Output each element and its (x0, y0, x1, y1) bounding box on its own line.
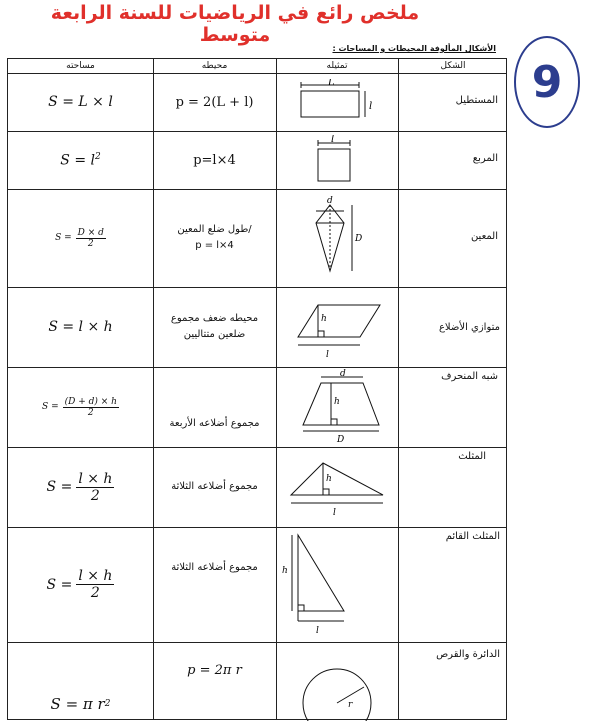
shape-name-trapezoid: شبه المنحرف (441, 371, 498, 382)
rhombus-figure (298, 193, 378, 283)
trapezoid-figure (293, 369, 388, 445)
perimeter-parallelogram-line1: محيطه ضعف مجموع (170, 313, 259, 324)
area-rectangle: S = L × l (48, 94, 113, 110)
circle-figure (292, 659, 382, 721)
parallelogram-figure (288, 295, 388, 361)
perimeter-triangle: مجموع أضلاعه الثلاثة (171, 481, 258, 492)
shapes-table (7, 58, 507, 720)
shape-name-rectangle: المستطيل (455, 95, 498, 106)
shape-name-square: المربع (472, 153, 498, 164)
shape-name-triangle: المثلث (458, 451, 486, 462)
label-h-triangle: h (326, 474, 332, 484)
shape-name-right-triangle: المثلث القائم (445, 531, 500, 542)
area-right-triangle: S = $\frac{l \times h}{2}$ (46, 568, 113, 601)
label-l-square: l (331, 135, 335, 145)
area-circle: S = π r 2 (50, 695, 111, 713)
label-h-trapezoid: h (334, 397, 340, 407)
square-figure (308, 135, 368, 185)
header-perimeter: محيطه (201, 61, 228, 71)
lesson-number: 9 (531, 56, 563, 108)
area-parallelogram: S = l × h (48, 319, 113, 335)
area-square: $S = l^2$ (60, 151, 101, 169)
lesson-number-badge (514, 36, 580, 128)
label-h-right-triangle: h (282, 566, 288, 576)
label-l-parallelogram: l (326, 350, 329, 360)
header-figure: تمثيله (326, 61, 348, 71)
shape-name-rhombus: المعين (470, 231, 498, 242)
perimeter-trapezoid: مجموع أضلاعه الأربعة (169, 418, 260, 429)
label-l-triangle: l (333, 508, 336, 518)
triangle-figure (283, 453, 393, 519)
perimeter-rhombus: p = l×4 (195, 240, 234, 251)
label-h-parallelogram: h (321, 314, 327, 324)
area-trapezoid: S = $\frac{(D + d) \times h}{2}$ (42, 396, 117, 418)
perimeter-rhombus-desc: /طول ضلع المعين (177, 224, 252, 235)
page-title: ملخص رائع في الرياضيات للسنة الرابعة متوسط (50, 2, 420, 46)
label-r: r (348, 700, 353, 710)
label-l: l (369, 101, 373, 112)
label-l-right-triangle: l (316, 626, 319, 636)
right-triangle-figure (280, 529, 380, 639)
rectangle-figure (293, 79, 383, 127)
perimeter-rectangle: p = 2(L + l) (175, 94, 254, 110)
label-D: D (355, 234, 363, 244)
header-shape: الشكل (440, 61, 466, 71)
perimeter-right-triangle: مجموع أضلاعه الثلاثة (171, 562, 258, 573)
perimeter-parallelogram-line2: ضلعين متتاليين (183, 329, 246, 340)
perimeter-square: p=l×4 (193, 152, 236, 168)
area-rhombus: S = $\frac{D \times d}{2}$ (55, 227, 104, 249)
label-d: d (327, 196, 333, 206)
area-triangle: S = $\frac{l \times h}{2}$ (46, 470, 113, 504)
label-L: L (328, 79, 335, 88)
section-subtitle: الأشكال المألوفة المحيطات و المساحات : (332, 44, 496, 53)
label-D-trapezoid: D (337, 435, 345, 445)
header-area: مساحته (66, 61, 95, 71)
shape-name-parallelogram: متوازي الأضلاع (438, 322, 500, 333)
shape-name-circle: الدائرة والقرص (436, 649, 500, 660)
perimeter-circle: p = 2π r (187, 662, 242, 678)
label-d-trapezoid: d (340, 369, 346, 379)
